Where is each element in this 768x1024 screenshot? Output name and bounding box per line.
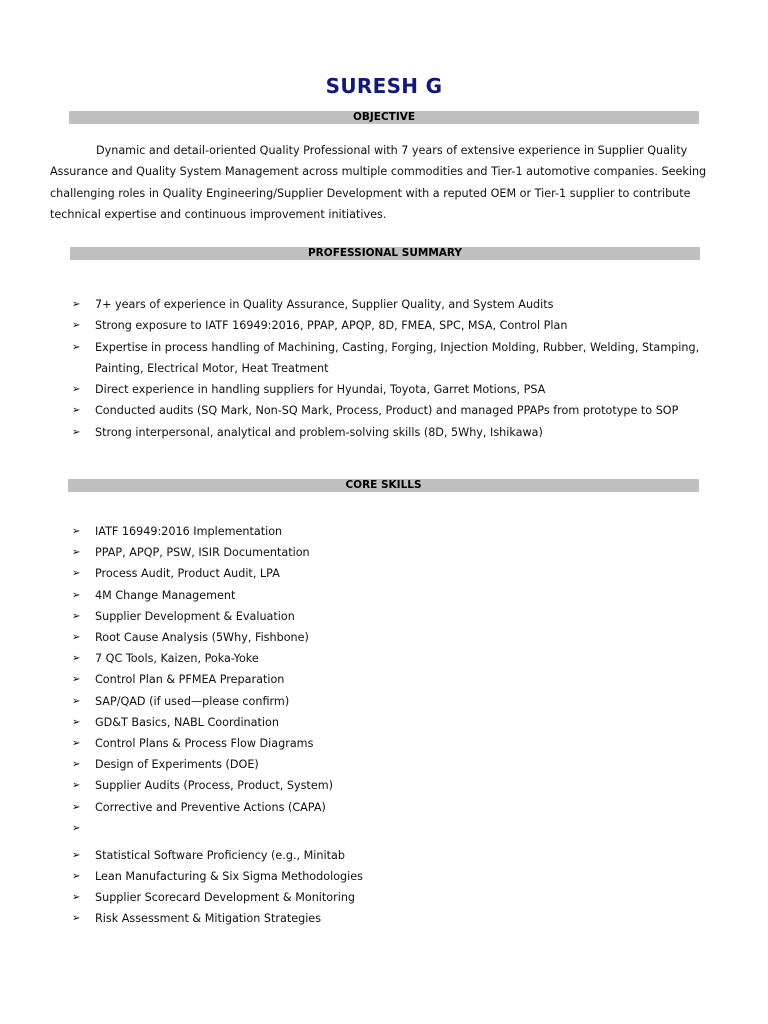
- list-item-text: 4M Change Management: [95, 588, 236, 602]
- list-item-text: PPAP, APQP, PSW, ISIR Documentation: [95, 546, 310, 560]
- list-item-text: Corrective and Preventive Actions (CAPA): [95, 800, 326, 814]
- professional-summary-list: [0, 294, 725, 443]
- list-item: [0, 379, 725, 400]
- list-item: [0, 337, 725, 380]
- list-item: [0, 669, 363, 690]
- arrowhead-bullet-icon: ➢: [72, 589, 81, 601]
- list-item-text: Direct experience in handling suppliers for Hyundai, Toyota, Garret Motions, PSA: [95, 383, 546, 397]
- list-item-text: Expertise in process handling of Machining, Casting, Forging, Injection Molding, Rubber, Welding, Stamping, Painting, Electrical Motor, Heat Treatment: [95, 340, 700, 375]
- list-item: [0, 542, 363, 563]
- list-item-text: Supplier Scorecard Development & Monitoring: [95, 891, 356, 905]
- list-item-text: Risk Assessment & Mitigation Strategies: [95, 912, 322, 926]
- list-item-text: Supplier Development & Evaluation: [95, 609, 295, 623]
- list-item: [0, 627, 363, 648]
- arrowhead-bullet-icon: ➢: [72, 822, 81, 834]
- list-item-text: Strong interpersonal, analytical and problem-solving skills (8D, 5Why, Ishikawa): [95, 425, 543, 439]
- arrowhead-bullet-icon: ➢: [72, 405, 81, 417]
- list-item-text: Lean Manufacturing & Six Sigma Methodologies: [95, 870, 363, 884]
- list-item-text: Statistical Software Proficiency (e.g., Minitab: [95, 848, 345, 862]
- list-item-text: Control Plan & PFMEA Preparation: [95, 673, 285, 687]
- core-skills-heading: CORE SKILLS: [68, 479, 699, 492]
- arrowhead-bullet-icon: ➢: [72, 871, 81, 883]
- list-item-text: 7 QC Tools, Kaizen, Poka-Yoke: [95, 652, 259, 666]
- list-item: [0, 866, 363, 887]
- list-item: [0, 585, 363, 606]
- arrowhead-bullet-icon: ➢: [72, 674, 81, 686]
- list-item: [0, 887, 363, 908]
- list-item: [0, 606, 363, 627]
- arrowhead-bullet-icon: ➢: [72, 341, 81, 353]
- list-item-text: 7+ years of experience in Quality Assurance, Supplier Quality, and System Audits: [95, 298, 554, 311]
- arrowhead-bullet-icon: ➢: [72, 849, 81, 861]
- arrowhead-bullet-icon: ➢: [72, 568, 81, 580]
- arrowhead-bullet-icon: ➢: [72, 610, 81, 622]
- arrowhead-bullet-icon: ➢: [72, 695, 81, 707]
- list-item: [0, 845, 363, 866]
- list-item: [0, 691, 363, 712]
- list-item-text: Supplier Audits (Process, Product, System): [95, 779, 333, 793]
- arrowhead-bullet-icon: ➢: [72, 299, 81, 310]
- list-item: [0, 648, 363, 669]
- professional-summary-heading: PROFESSIONAL SUMMARY: [70, 247, 700, 260]
- arrowhead-bullet-icon: ➢: [72, 384, 81, 396]
- list-item-text: Strong exposure to IATF 16949:2016, PPAP, APQP, 8D, FMEA, SPC, MSA, Control Plan: [95, 319, 568, 333]
- arrowhead-bullet-icon: ➢: [72, 780, 81, 792]
- arrowhead-bullet-icon: ➢: [72, 426, 81, 438]
- list-item: [0, 712, 363, 733]
- list-item: [0, 775, 363, 796]
- list-item-text: Root Cause Analysis (5Why, Fishbone): [95, 631, 309, 645]
- arrowhead-bullet-icon: ➢: [72, 892, 81, 904]
- arrowhead-bullet-icon: ➢: [72, 913, 81, 925]
- list-item: [0, 315, 725, 336]
- list-item: [0, 754, 363, 775]
- arrowhead-bullet-icon: ➢: [72, 738, 81, 750]
- list-item: [0, 400, 725, 421]
- list-item-text: Control Plans & Process Flow Diagrams: [95, 737, 314, 751]
- list-item-text: Conducted audits (SQ Mark, Non-SQ Mark, Process, Product) and managed PPAPs from prototype to SOP: [95, 404, 679, 418]
- arrowhead-bullet-icon: ➢: [72, 547, 81, 559]
- list-item: [0, 797, 363, 818]
- list-item: [0, 733, 363, 754]
- arrowhead-bullet-icon: ➢: [72, 526, 81, 537]
- arrowhead-bullet-icon: ➢: [72, 759, 81, 771]
- list-item-text: GD&T Basics, NABL Coordination: [95, 715, 279, 729]
- objective-text: Dynamic and detail-oriented Quality Professional with 7 years of extensive experience in Supplier Quality Assurance and Quality System Management across multiple commodities and Tier-1 automotive companies. Seeking challenging roles in Quality Engineering/Supplier Development with a reputed OEM or Tier-1 supplier to contribute technical expertise and continuous improvement initiatives.: [50, 144, 707, 221]
- list-item-text: Process Audit, Product Audit, LPA: [95, 567, 280, 581]
- core-skills-list: [0, 521, 363, 930]
- list-item-text: Design of Experiments (DOE): [95, 758, 259, 772]
- list-item: [0, 521, 363, 542]
- list-item: [0, 294, 725, 315]
- candidate-name: SURESH G: [325, 74, 443, 98]
- list-item-text: SAP/QAD (if used—please confirm): [95, 694, 290, 708]
- list-item: [0, 563, 363, 584]
- list-item: [0, 818, 363, 845]
- list-item-text: IATF 16949:2016 Implementation: [95, 525, 283, 538]
- objective-heading: OBJECTIVE: [69, 111, 699, 124]
- arrowhead-bullet-icon: ➢: [72, 801, 81, 813]
- arrowhead-bullet-icon: ➢: [72, 653, 81, 665]
- list-item: [0, 422, 725, 443]
- list-item: [0, 908, 363, 929]
- arrowhead-bullet-icon: ➢: [72, 320, 81, 332]
- arrowhead-bullet-icon: ➢: [72, 716, 81, 728]
- arrowhead-bullet-icon: ➢: [72, 632, 81, 644]
